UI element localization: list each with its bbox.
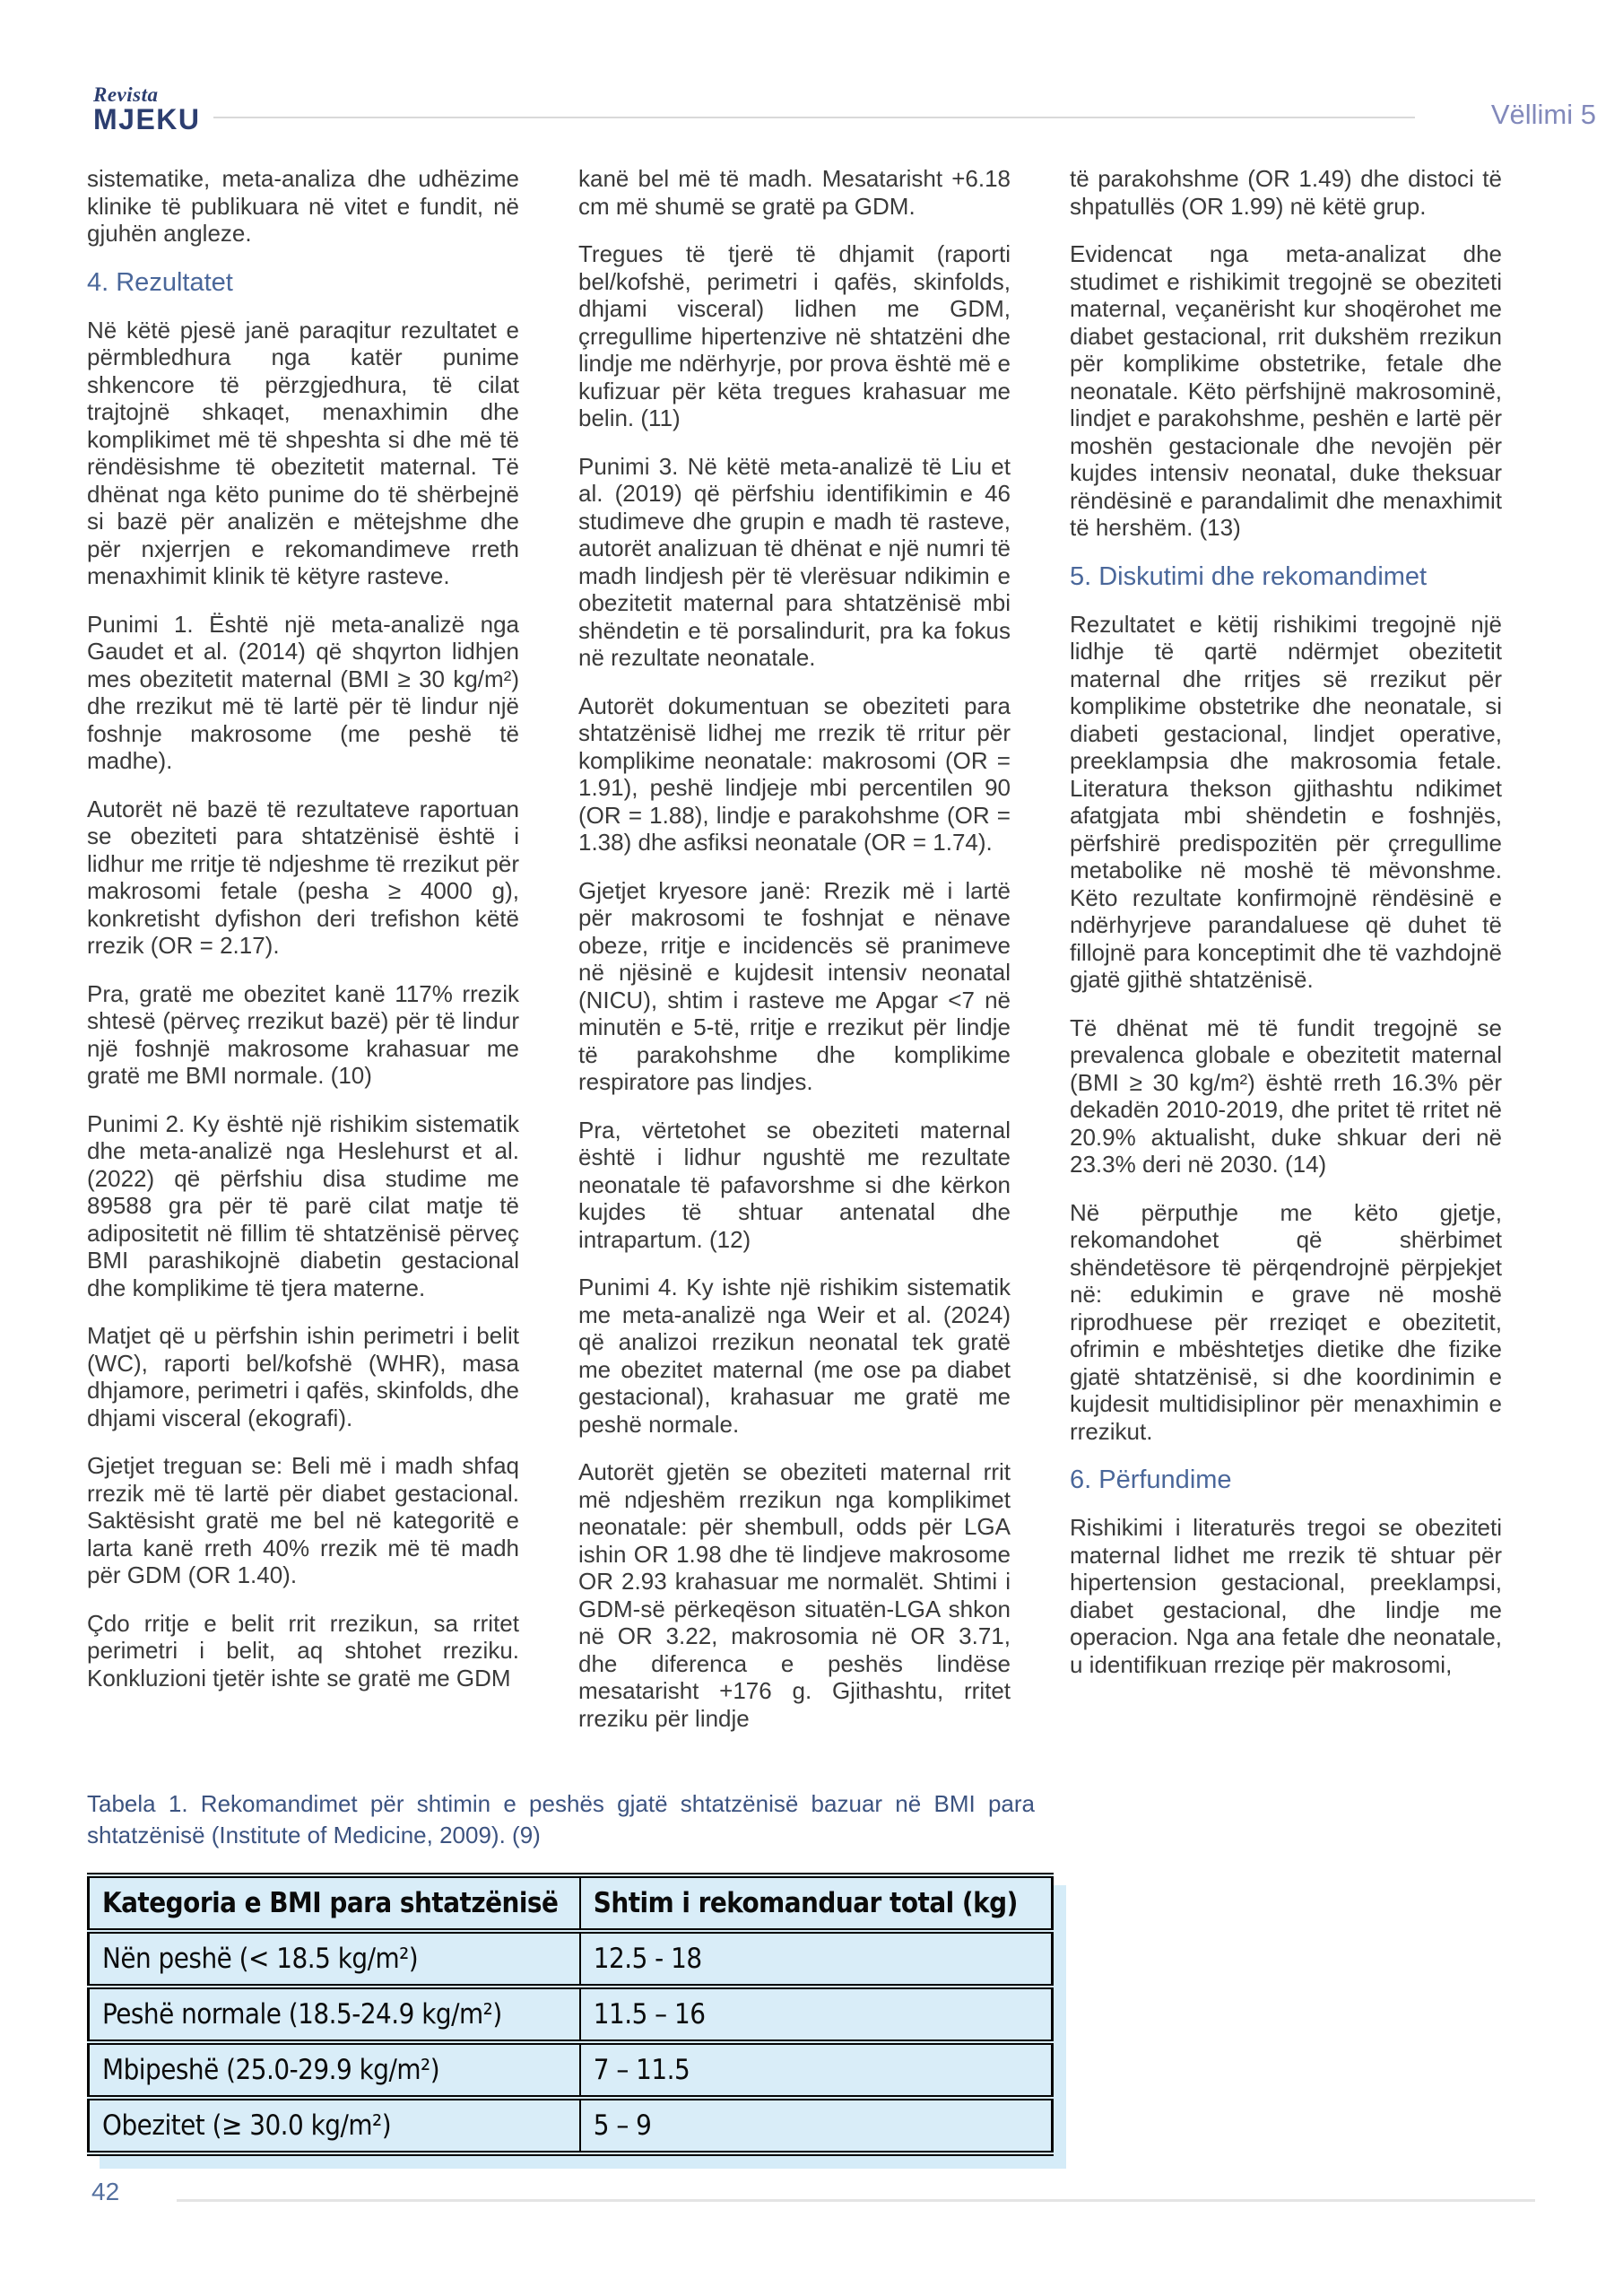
table-column-header: Kategoria e BMI para shtatzënisë — [89, 1875, 580, 1931]
section-heading: 6. Përfundime — [1070, 1465, 1232, 1494]
bmi-recommendations-table — [87, 1873, 1054, 2156]
table-body — [89, 1931, 1053, 2153]
table-cell: 5 – 9 — [580, 2098, 1053, 2153]
table-cell: 7 – 11.5 — [580, 2042, 1053, 2098]
paragraph: Matjet që u përfshin ishin perimetri i belit (WC), raporti bel/kofshë (WHR), masa dhjamore, perimetri i qafës, skinfolds, dhe dhjami visceral (ekografi). — [87, 1322, 519, 1431]
table-row — [89, 2098, 1053, 2153]
table-header-row — [89, 1875, 1053, 1931]
paragraph: kanë bel më të madh. Mesatarisht +6.18 cm më shumë se gratë pa GDM. — [578, 165, 1011, 220]
paragraph: Punimi 1. Është një meta-analizë nga Gaudet et al. (2014) që shqyrton lidhjen mes obezitetit maternal (BMI ≥ 30 kg/m²) dhe rrezikut më të lartë për të lindur një foshnje makrosome (me peshë të madhe). — [87, 610, 519, 774]
section-heading: 4. Rezultatet — [87, 267, 233, 297]
table-row — [89, 2042, 1053, 2098]
text-column-2 — [578, 165, 1011, 1752]
table-row — [89, 1987, 1053, 2042]
table-cell: 11.5 – 16 — [580, 1987, 1053, 2042]
article-columns — [87, 165, 1502, 1752]
table-cell: Obezitet (≥ 30.0 kg/m²) — [89, 2098, 580, 2153]
volume-label: Vëllimi 5 — [1490, 99, 1596, 130]
journal-logo-revista: Revista — [93, 83, 159, 106]
paragraph: Në përputhje me këto gjetje, rekomandohet që shërbimet shëndetësore të përqendrojnë përpjekjet në: edukimin e grave në moshë riprodhuese për rreziqet e obezitetit, ofrimin e mbështetjes dietike dhe fizike gjatë shtatzënisë, si dhe koordinimin e kujdesit multidisiplinor për menaxhimin e rrezikut. — [1070, 1198, 1502, 1445]
paragraph: Pra, vërtetohet se obeziteti maternal është i lidhur ngushtë me rezultate neonatale të pafavorshme si dhe kërkon kujdes të shtuar antenatal dhe intrapartum. (12) — [578, 1116, 1011, 1253]
paragraph: Rezultatet e këtij rishikimi tregojnë një lidhje të qartë ndërmjet obezitetit maternal dhe rritjes së rrezikut për komplikime obstetrike dhe neonatale, si diabeti gestacional, lindjet operative, preeklampsia dhe makrosomia fetale. Literatura thekson gjithashtu ndikimet afatgjata mbi shëndetin e foshnjës, përfshirë predispozitën për çrregullime metabolike në moshë të mëvonshme. Këto rezultate konfirmojnë rëndësinë e ndërhyrjeve parandaluese që duhet të fillojnë para konceptimit dhe të vazhdojnë gjatë gjithë shtatzënisë. — [1070, 610, 1502, 993]
paragraph: Autorët në bazë të rezultateve raportuan se obeziteti para shtatzënisë është i lidhur me rritje të ndjeshme të rrezikut për makrosomi fetale (pesha ≥ 4000 g), konkretisht dyfishon deri trefishon këtë rrezik (OR = 2.17). — [87, 795, 519, 959]
paragraph: të parakohshme (OR 1.49) dhe distoci të shpatullës (OR 1.99) në këtë grup. — [1070, 165, 1502, 220]
table-cell: 12.5 - 18 — [580, 1931, 1053, 1987]
paragraph: Në këtë pjesë janë paraqitur rezultatet e përmbledhura nga katër punime shkencore të përzgjedhura, të cilat trajtojnë shkaqet, menaxhimin dhe komplikimet më të shpeshta si dhe më të rëndësishme të obezitetit maternal. Të dhënat nga këto punime do të shërbejnë si bazë për analizën e mëtejshme dhe për nxjerrjen e rekomandimeve rreth menaxhimit klinik të këtyre rasteve. — [87, 316, 519, 589]
table-column-header: Shtim i rekomanduar total (kg) — [580, 1875, 1053, 1931]
paragraph: Autorët gjetën se obeziteti maternal rrit më ndjeshëm rrezikun nga komplikimet neonatale: për shembull, odds për LGA ishin OR 1.98 dhe të lindjeve makrosome OR 2.93 krahasuar me normalët. Shtimi i GDM-së përkeqëson situatën-LGA shkon në OR 3.22, makrosomia në OR 3.71, dhe diferenca e peshës lindëse mesatarisht +176 g. Gjithashtu, rritet rreziku për lindje — [578, 1458, 1011, 1732]
paragraph: Punimi 2. Ky është një rishikim sistematik dhe meta-analizë nga Heslehurst et al. (2022) që përfshiu disa studime me 89588 gra për të parë cilat matje të adipositetit në fillim të shtatzënisë përveç BMI parashikojnë diabetin gestacional dhe komplikime të tjera materne. — [87, 1109, 519, 1301]
paragraph: Rishikimi i literaturës tregoi se obeziteti maternal lidhet me rrezik të shtuar për hipertension gestacional, preeklampsi, diabet gestacional, dhe lindje me operacion. Nga ana fetale dhe neonatale, u identifikuan rreziqe për makrosomi, — [1070, 1514, 1502, 1678]
table-row — [89, 1931, 1053, 1987]
section-heading: 5. Diskutimi dhe rekomandimet — [1070, 561, 1428, 591]
journal-logo — [93, 84, 201, 135]
text-column-3 — [1070, 165, 1502, 1752]
paragraph: Autorët dokumentuan se obeziteti para shtatzënisë lidhej me rrezik të rritur për komplikime neonatale: makrosomi (OR = 1.91), peshë lindjeje mbi percentilen 90 (OR = 1.88), lindje e parakohshme (OR = 1.38) dhe asfiksi neonatale (OR = 1.74). — [578, 691, 1011, 856]
table-cell: Nën peshë (< 18.5 kg/m²) — [89, 1931, 580, 1987]
paragraph: sistematike, meta-analiza dhe udhëzime klinike të publikuara në vitet e fundit, në gjuhën angleze. — [87, 165, 519, 247]
paragraph: Punimi 3. Në këtë meta-analizë të Liu et al. (2019) që përfshiu identifikimin e 46 studimeve dhe grupin e madh të rasteve, autorët analizuan të dhënat e një numri të madh lindjesh për të vlerësuar ndikimin e obezitetit maternal para shtatzënisë mbi shëndetin e të porsalindurit, pra ka fokus në rezultate neonatale. — [578, 452, 1011, 671]
table-cell: Mbipeshë (25.0-29.9 kg/m²) — [89, 2042, 580, 2098]
table-caption: Tabela 1. Rekomandimet për shtimin e peshës gjatë shtatzënisë bazuar në BMI para shtatzënisë (Institute of Medicine, 2009). (9) — [87, 1790, 1035, 1848]
paragraph: Gjetjet kryesore janë: Rrezik më i lartë për makrosomi te foshnjat e nënave obeze, rritje e incidencës së pranimeve në njësinë e kujdesit intensiv neonatal (NICU), shtim i rasteve me Apgar <7 në minutën e 5-të, rritje e rrezikut për lindje të parakohshme dhe komplikime respiratore pas lindjes. — [578, 876, 1011, 1095]
text-column-1 — [87, 165, 519, 1752]
paragraph: Pra, gratë me obezitet kanë 117% rrezik shtesë (përveç rrezikut bazë) për të lindur një foshnjë makrosome krahasuar me gratë me BMI normale. (10) — [87, 979, 519, 1089]
paragraph: Çdo rritje e belit rrit rrezikun, sa rritet perimetri i belit, aq shtohet rreziku. Konkluzioni tjetër ishte se gratë me GDM — [87, 1609, 519, 1692]
table-cell: Peshë normale (18.5-24.9 kg/m²) — [89, 1987, 580, 2042]
footer-divider-rule — [177, 2199, 1535, 2202]
paragraph: Tregues të tjerë të dhjamit (raporti bel/kofshë, perimetri i qafës, skinfolds, dhjami visceral) lidhen me GDM, çrregullime hipertenzive në shtatzëni dhe lindje me ndërhyrje, por prova është më e kufizuar për këta tregues krahasuar me belin. (11) — [578, 240, 1011, 431]
header-divider-rule — [213, 117, 1415, 118]
journal-logo-mjeku: MJEKU — [93, 103, 201, 135]
page-number: 42 — [91, 2178, 120, 2205]
paragraph: Gjetjet treguan se: Beli më i madh shfaq rrezik më të lartë për diabet gestacional. Saktësisht gratë me bel në kategoritë e larta kanë rreth 40% rrezik më të madh për GDM (OR 1.40). — [87, 1452, 519, 1588]
paragraph: Evidencat nga meta-analizat dhe studimet e rishikimit tregojnë se obeziteti maternal, veçanërisht kur shoqërohet me diabet gestacional, rrit dukshëm rrezikun për komplikime obstetrike, fetale dhe neonatale. Këto përfshijnë makrosominë, lindjet e parakohshme, peshën e lartë për moshën gestacionale dhe nevojën për kujdes intensiv neonatal, duke theksuar rëndësinë e parandalimit dhe menaxhimit të hershëm. (13) — [1070, 240, 1502, 541]
table-row — [89, 1875, 1053, 1931]
paragraph: Të dhënat më të fundit tregojnë se prevalenca globale e obezitetit maternal (BMI ≥ 30 kg/m²) është rreth 16.3% për dekadën 2010-2019, dhe pritet të rritet në 20.9% aktualisht, duke shkuar deri në 23.3% deri në 2030. (14) — [1070, 1013, 1502, 1178]
paragraph: Punimi 4. Ky ishte një rishikim sistematik me meta-analizë nga Weir et al. (2024) që analizoi rrezikun neonatal tek gratë me obezitet maternal (me ose pa diabet gestacional), krahasuar me gratë me peshë normale. — [578, 1274, 1011, 1438]
